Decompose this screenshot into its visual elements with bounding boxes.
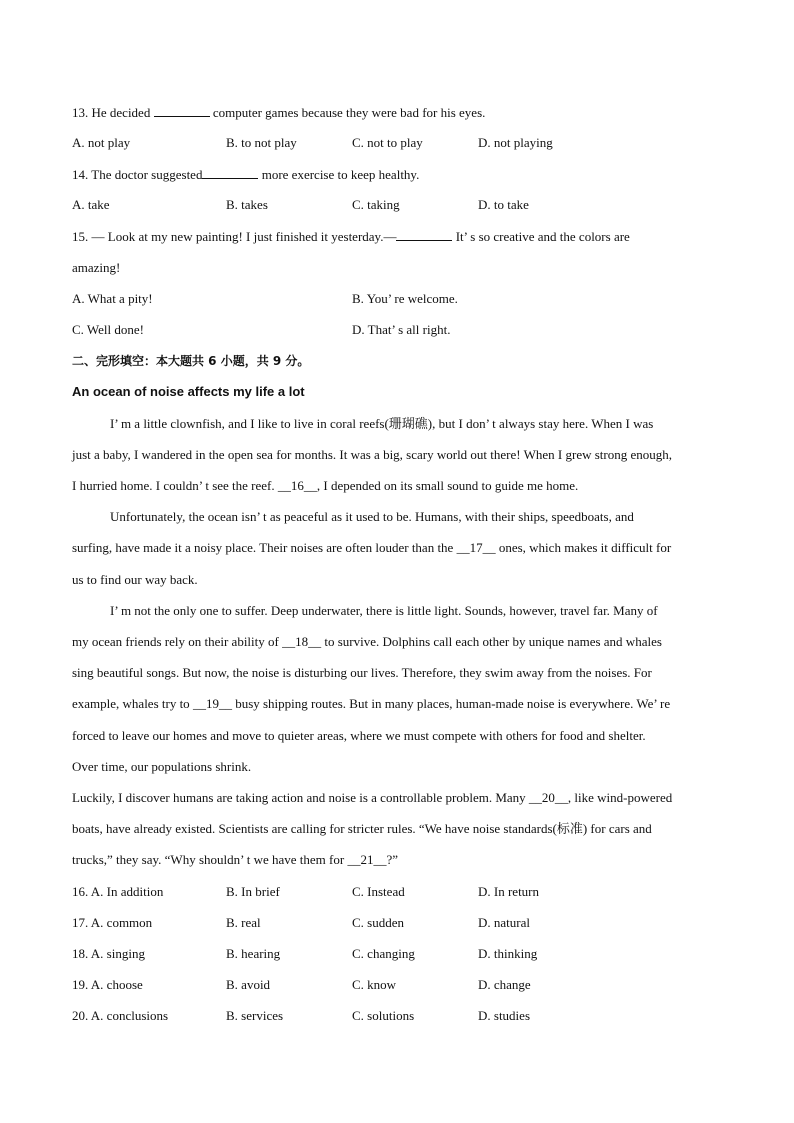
passage-text: ones, which makes it difficult for — [498, 540, 672, 555]
option-b: B. services — [226, 1008, 284, 1023]
passage-line — [72, 540, 722, 556]
option-a: 16. A. In addition — [72, 884, 164, 899]
option-a: A. What a pity! — [72, 291, 153, 306]
option-c: C. taking — [352, 197, 400, 212]
option-a: 20. A. conclusions — [72, 1008, 169, 1023]
option-b: B. real — [226, 915, 261, 930]
passage-line — [72, 852, 722, 868]
passage-text: , like wind-powered — [567, 790, 673, 805]
option-c: C. not to play — [352, 135, 423, 150]
option-c: C. Instead — [352, 884, 405, 899]
blank-16: __16__ — [277, 478, 317, 493]
passage-line: Over time, our populations shrink. — [72, 759, 252, 774]
passage-line: I’ m not the only one to suffer. Deep underwater, there is little light. Sounds, however, travel far. Many of — [110, 603, 658, 618]
passage-text: example, whales try to — [72, 696, 190, 711]
passage-line: Unfortunately, the ocean isn’ t as peaceful as it used to be. Humans, with their ships, speedboats, and — [110, 509, 634, 524]
blank-19: __19__ — [192, 696, 232, 711]
option-a: A. take — [72, 197, 110, 212]
passage-line: us to find our way back. — [72, 572, 198, 587]
option-b: B. hearing — [226, 946, 281, 961]
passage-text: Luckily, I discover humans are taking action and noise is a controllable problem. Many — [72, 790, 526, 805]
option-a: A. not play — [72, 135, 131, 150]
question-14-stem — [72, 166, 722, 183]
question-15-stem — [72, 228, 722, 245]
answer-blank — [202, 166, 258, 179]
passage-line — [72, 790, 722, 806]
answer-blank — [396, 228, 452, 241]
option-a: 17. A. common — [72, 915, 153, 930]
blank-20: __20__ — [528, 790, 568, 805]
option-b: B. takes — [226, 197, 268, 212]
q13-stem-start: 13. He decided — [72, 105, 151, 120]
option-a: 18. A. singing — [72, 946, 145, 961]
passage-line: boats, have already existed. Scientists are calling for stricter rules. “We have noise standards(标准) for cars and — [72, 821, 652, 836]
passage-text: busy shipping routes. But in many places, human-made noise is everywhere. We’ re — [235, 696, 671, 711]
option-d: D. natural — [478, 915, 530, 930]
passage-text: I hurried home. I couldn’ t see the reef. — [72, 478, 275, 493]
option-c: C. changing — [352, 946, 415, 961]
option-b: B. to not play — [226, 135, 297, 150]
option-b: B. In brief — [226, 884, 280, 899]
blank-17: __17__ — [456, 540, 496, 555]
q15-stem-start: 15. — Look at my new painting! I just finished it yesterday.— — [72, 229, 397, 244]
q14-stem-start: 14. The doctor suggested — [72, 167, 203, 182]
question-15-stem-cont: amazing! — [72, 260, 121, 275]
option-a: 19. A. choose — [72, 977, 143, 992]
option-d: D. That’ s all right. — [352, 322, 451, 337]
option-d: D. thinking — [478, 946, 538, 961]
passage-title: An ocean of noise affects my life a lot — [72, 384, 305, 399]
option-c: C. sudden — [352, 915, 404, 930]
passage-line — [72, 696, 722, 712]
option-b: B. You’ re welcome. — [352, 291, 458, 306]
blank-18: __18__ — [282, 634, 322, 649]
question-13-stem — [72, 104, 722, 121]
option-d: D. not playing — [478, 135, 553, 150]
q13-stem-end: computer games because they were bad for his eyes. — [212, 105, 486, 120]
passage-text: trucks,” they say. “Why shouldn’ t we have them for — [72, 852, 345, 867]
passage-text: my ocean friends rely on their ability of — [72, 634, 279, 649]
option-c: C. know — [352, 977, 397, 992]
passage-line: forced to leave our homes and move to quieter areas, where we must compete with others for food and shelter. — [72, 728, 646, 743]
blank-21: __21__ — [347, 852, 387, 867]
option-d: D. In return — [478, 884, 540, 899]
passage-text: surfing, have made it a noisy place. Their noises are often louder than the — [72, 540, 454, 555]
passage-text: ?” — [386, 852, 398, 867]
passage-line — [72, 634, 722, 650]
q15-stem-middle: It’ s so creative and the colors are — [455, 229, 630, 244]
passage-text: , I depended on its small sound to guide me home. — [316, 478, 579, 493]
option-d: D. studies — [478, 1008, 530, 1023]
option-d: D. change — [478, 977, 531, 992]
passage-line — [72, 478, 722, 494]
passage-line: just a baby, I wandered in the open sea for months. It was a big, scary world out there! When I grew strong enough, — [72, 447, 672, 462]
option-c: C. solutions — [352, 1008, 415, 1023]
passage-line: sing beautiful songs. But now, the noise is disturbing our lives. Therefore, they swim away from the noises. For — [72, 665, 652, 680]
q14-stem-end: more exercise to keep healthy. — [261, 167, 420, 182]
option-c: C. Well done! — [72, 322, 145, 337]
passage-line: I’ m a little clownfish, and I like to live in coral reefs(珊瑚礁), but I don’ t always stay here. When I was — [110, 416, 654, 431]
option-d: D. to take — [478, 197, 529, 212]
answer-blank — [154, 104, 210, 117]
passage-text: to survive. Dolphins call each other by unique names and whales — [324, 634, 662, 649]
option-b: B. avoid — [226, 977, 271, 992]
section-heading: 二、完形填空：本大题共 6 小题，共 9 分。 — [72, 354, 310, 368]
